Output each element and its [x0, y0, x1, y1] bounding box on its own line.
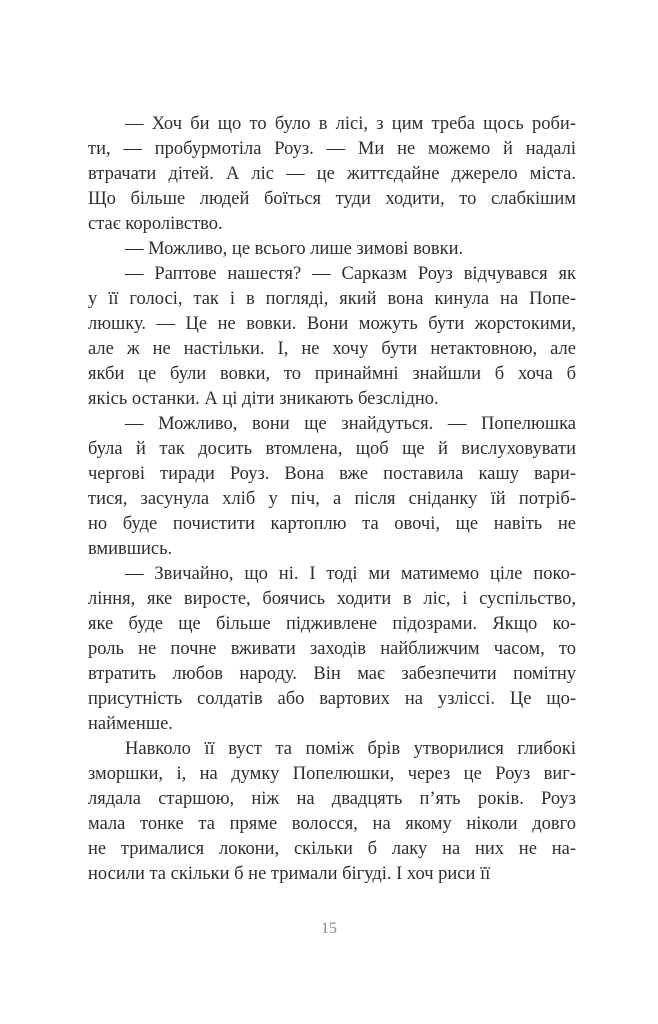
text-line: чергові тиради Роуз. Вона вже поставила кашу вари-: [88, 464, 576, 484]
text-line: мала тонке та пряме волосся, на якому ніколи довго: [88, 814, 576, 834]
text-line: яке буде ще більше підживлене підозрами. Якщо ко-: [88, 614, 576, 634]
text-line: — Можливо, вони ще знайдуться. — Попелюшка: [125, 414, 576, 434]
text-line: ління, яке виросте, боячись ходити в ліс, і суспільство,: [88, 589, 576, 609]
text-line: носили та скільки б не тримали бігуді. І хоч риси її: [88, 864, 491, 884]
text-line: но буде почистити картоплю та овочі, ще навіть не: [88, 514, 576, 534]
text-line: роль не почне вживати заходів найближчим часом, то: [88, 639, 576, 659]
paragraph: [88, 262, 576, 412]
text-line: — Звичайно, що ні. І тоді ми матимемо ціле поко-: [125, 564, 576, 584]
text-line: не трималися локони, скільки б лаку на них не на-: [88, 839, 576, 859]
page-number: 15: [321, 920, 337, 937]
text-line: — Раптове нашестя? — Сарказм Роуз відчувався як: [125, 264, 576, 284]
text-line: Навколо її вуст та поміж брів утворилися глибокі: [125, 739, 576, 759]
text-line: лядала старшою, ніж на двадцять п’ять років. Роуз: [88, 789, 576, 809]
text-line: втрачати дітей. А ліс — це життєдайне джерело міста.: [88, 164, 576, 184]
paragraph: [88, 737, 576, 887]
text-line: присутність солдатів або вартових на узліссі. Це що-: [88, 689, 576, 709]
text-line: вмившись.: [88, 539, 173, 559]
text-line: у її голосі, так і в погляді, який вона кинула на Попе-: [88, 289, 576, 309]
text-line: тися, засунула хліб у піч, а після сніданку їй потріб-: [88, 489, 576, 509]
page-text: [88, 112, 576, 887]
text-line: люшку. — Це не вовки. Вони можуть бути жорстокими,: [88, 314, 576, 334]
text-line: втратить любов народу. Він має забезпечити помітну: [88, 664, 576, 684]
text-line: — Можливо, це всього лише зимові вовки.: [125, 239, 464, 259]
paragraph: [88, 412, 576, 562]
text-line: зморшки, і, на думку Попелюшки, через це Роуз виг-: [88, 764, 576, 784]
text-line: стає королівство.: [88, 214, 223, 234]
text-line: Що більше людей боїться туди ходити, то слабкішим: [88, 189, 576, 209]
text-line: якби це були вовки, то принаймні знайшли б хоча б: [88, 364, 576, 384]
text-line: ти, — пробурмотіла Роуз. — Ми не можемо й надалі: [88, 139, 576, 159]
paragraph: [88, 112, 576, 237]
text-line: була й так досить втомлена, щоб ще й вислуховувати: [88, 439, 576, 459]
paragraph: [88, 237, 576, 262]
text-line: найменше.: [88, 714, 173, 734]
text-line: але ж не настільки. І, не хочу бути нетактовною, але: [88, 339, 576, 359]
text-line: — Хоч би що то було в лісі, з цим треба щось роби-: [125, 114, 576, 134]
paragraph: [88, 562, 576, 737]
text-line: якісь останки. А ці діти зникають безслідно.: [88, 389, 439, 409]
